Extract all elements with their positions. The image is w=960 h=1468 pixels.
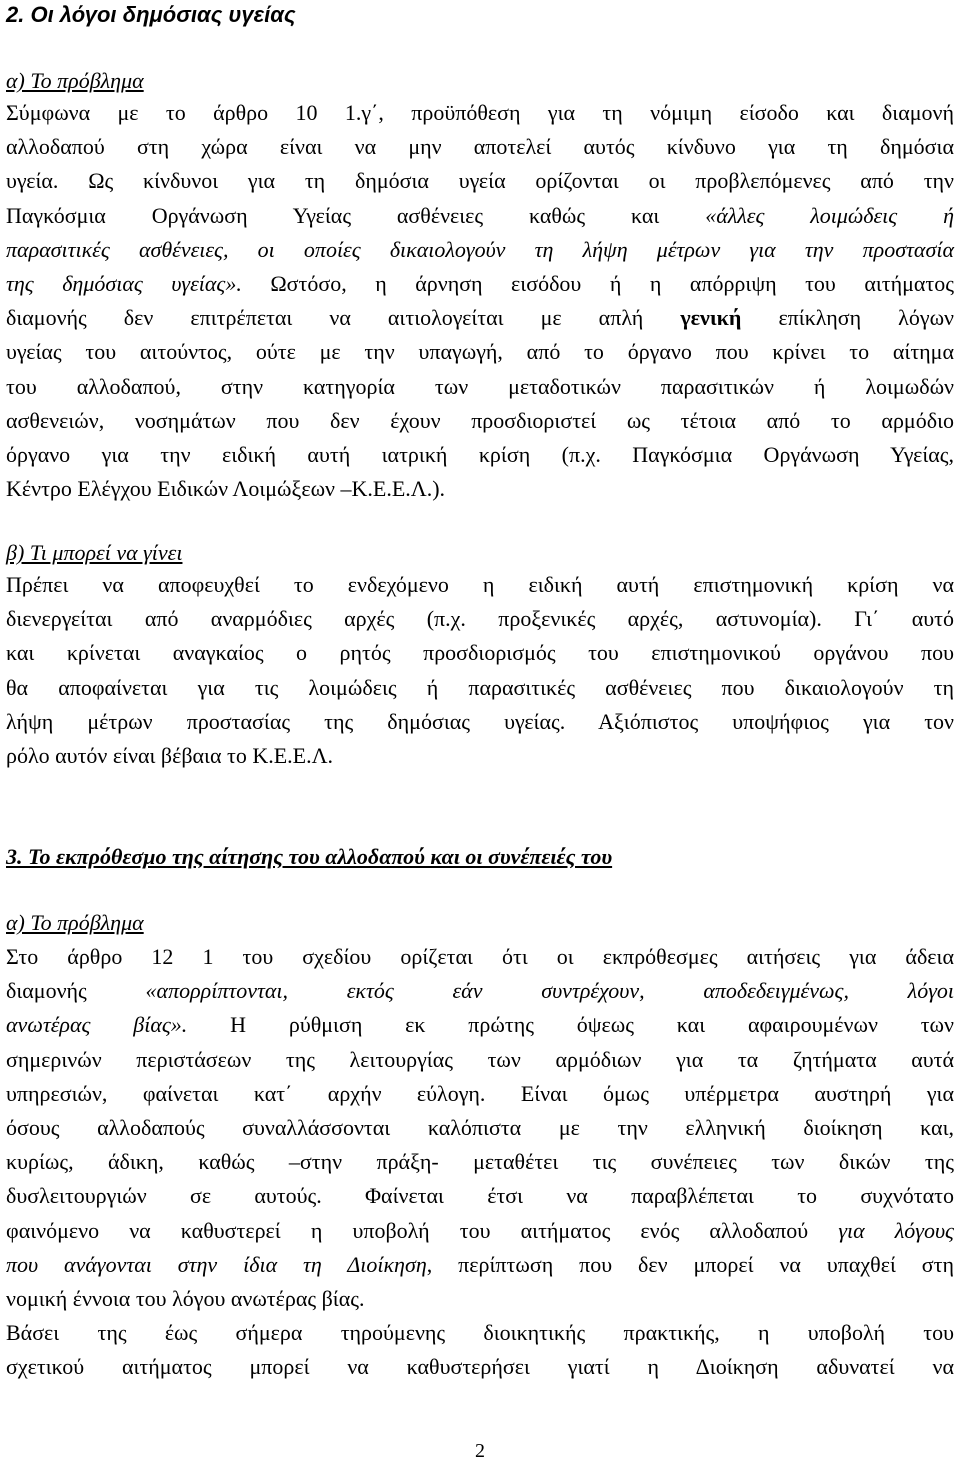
text-line [6,199,954,233]
text-run: Στο άρθρο 12 1 του σχεδίου ορίζεται ότι οι εκπρόθεσμες αιτήσεις για άδεια [6,944,954,969]
text-line [6,602,954,636]
section-3-heading: 3. Το εκπρόθεσμο της αίτησης του αλλοδαπού και οι συνέπειές του [6,844,613,869]
text-line [6,130,954,164]
text-run: Ωστόσο, η άρνηση εισόδου ή η απόρριψη του αιτήματος [241,271,954,296]
text-line [6,739,954,773]
text-run: φαινόμενο να καθυστερεί η υποβολή του αιτήματος ενός αλλοδαπού [6,1217,839,1243]
text-run: , περίπτωση που δεν μπορεί να υπαχθεί στη [426,1251,954,1277]
text-run: υγεία. Ως κίνδυνοι για τη δημόσια υγεία ορίζονται οι προβλεπόμενες από την [6,168,954,194]
text-line [6,301,954,335]
text-run: Πρέπει να αποφευχθεί το ενδεχόμενο η ειδική αυτή επιστημονική κρίση να [6,572,954,597]
text-run: θα αποφαίνεται για τις λοιμώδεις ή παρασιτικές ασθένειες που δικαιολογούν τη [6,674,954,700]
text-run: παρασιτικές ασθένειες, οι οποίες δικαιολογούν τη λήψη μέτρων για την προστασία [6,236,954,262]
text-run: δυσλειτουργιών σε αυτούς. Φαίνεται έτσι να παραβλέπεται το συχνότατο [6,1183,954,1209]
text-run: «απορρίπτονται, εκτός εάν συντρέχουν, αποδεδειγμένως, λόγοι [145,978,954,1004]
text-line [6,1145,954,1179]
text-line [6,1179,954,1213]
text-run: υγείας του αιτούντος, ούτε με την υπαγωγή, από το όργανο που κρίνει το αίτημα [6,339,954,365]
text-line [6,1350,954,1384]
text-run: όσους αλλοδαπούς συναλλάσσονται καλόπιστα με την ελληνική διοίκηση και, [6,1115,954,1140]
text-run: σχετικού αιτήματος μπορεί να καθυστερήσει γιατί η Διοίκηση αδυνατεί να [6,1354,954,1380]
text-run: σημερινών περιστάσεων της λειτουργίας των αρμόδιων για τα ζητήματα αυτά [6,1046,954,1072]
text-line [6,472,954,506]
text-run: που ανάγονται στην ίδια τη Διοίκηση [6,1251,427,1277]
text-run: ανωτέρας βίας». [6,1012,188,1038]
text-line [6,233,954,267]
text-line [6,940,954,974]
text-run: της δημόσιας υγείας». [6,271,242,296]
text-line [6,1316,954,1350]
text-run: Σύμφωνα με το άρθρο 10 1.γ΄, προϋπόθεση για τη νόμιμη είσοδο και διαμονή [6,100,954,125]
text-run: όργανο για την ειδική αυτή ιατρική κρίση (π.χ. Παγκόσμια Οργάνωση Υγείας, [6,442,954,467]
text-run: Βάσει της έως σήμερα τηρούμενης διοικητικής πρακτικής, η υποβολή του [6,1320,954,1346]
section-2b-title: β) Τι μπορεί να γίνει [6,540,183,565]
text-run: Κέντρο Ελέγχου Ειδικών Λοιμώξεων –Κ.Ε.Ε.Λ.). [6,476,446,502]
text-line [6,335,954,369]
text-line [6,568,954,602]
text-run: ρόλο αυτόν είναι βέβαια το Κ.Ε.Ε.Λ. [6,743,334,768]
text-line [6,164,954,198]
text-line [6,267,954,301]
text-line [6,1008,954,1042]
text-run: αλλοδαπού στη χώρα είναι να μην αποτελεί αυτός κίνδυνο για τη δημόσια [6,134,954,160]
text-line [6,404,954,438]
page-number: 2 [475,1440,485,1462]
section-2-heading: 2. Οι λόγοι δημόσιας υγείας [6,2,296,27]
text-run: για λόγους [838,1217,954,1243]
text-run: λήψη μέτρων προστασίας της δημόσιας υγείας. Αξιόπιστος υποψήφιος για τον [6,708,954,734]
text-run: νομική έννοια του λόγου ανωτέρας βίας. [6,1286,365,1311]
text-line [6,1248,954,1282]
text-line [6,974,954,1008]
text-line [6,671,954,705]
text-line [6,1043,954,1077]
text-line [6,1111,954,1145]
text-line [6,636,954,670]
text-line [6,1282,954,1316]
text-run: διαμονής δεν επιτρέπεται να αιτιολογείται με απλή [6,305,681,331]
text-run: γενική [680,305,742,331]
text-run: και κρίνεται αναγκαίος ο ρητός προσδιορισμός του επιστημονικού οργάνου που [6,640,954,666]
text-run: Η ρύθμιση εκ πρώτης όψεως και αφαιρουμένων των [187,1012,954,1038]
text-line [6,438,954,472]
text-run: διαμονής [6,978,146,1004]
text-run: υπηρεσιών, φαίνεται κατ΄ αρχήν εύλογη. Είναι όμως υπέρμετρα αυστηρή για [6,1080,954,1106]
text-run: ασθενειών, νοσημάτων που δεν έχουν προσδιοριστεί ως τέτοια από το αρμόδιο [6,407,954,433]
text-run: κυρίως, άδικη, καθώς –στην πράξη- μεταθέτει τις συνέπειες των δικών της [6,1149,954,1175]
text-run: επίκληση λόγων [741,305,954,331]
text-run: διενεργείται από αναρμόδιες αρχές (π.χ. προξενικές αρχές, αστυνομία). Γι΄ αυτό [6,606,954,632]
section-3a-title: α) Το πρόβλημα [6,910,144,935]
text-line [6,1077,954,1111]
text-run: Παγκόσμια Οργάνωση Υγείας ασθένειες καθώς και [6,202,706,228]
section-2a-title: α) Το πρόβλημα [6,68,144,93]
text-line [6,96,954,130]
text-run: του αλλοδαπού, στην κατηγορία των μεταδοτικών παρασιτικών ή λοιμωδών [6,373,954,399]
text-line [6,1214,954,1248]
text-run: «άλλες λοιμώδεις ή [705,202,954,228]
text-line [6,370,954,404]
text-line [6,705,954,739]
